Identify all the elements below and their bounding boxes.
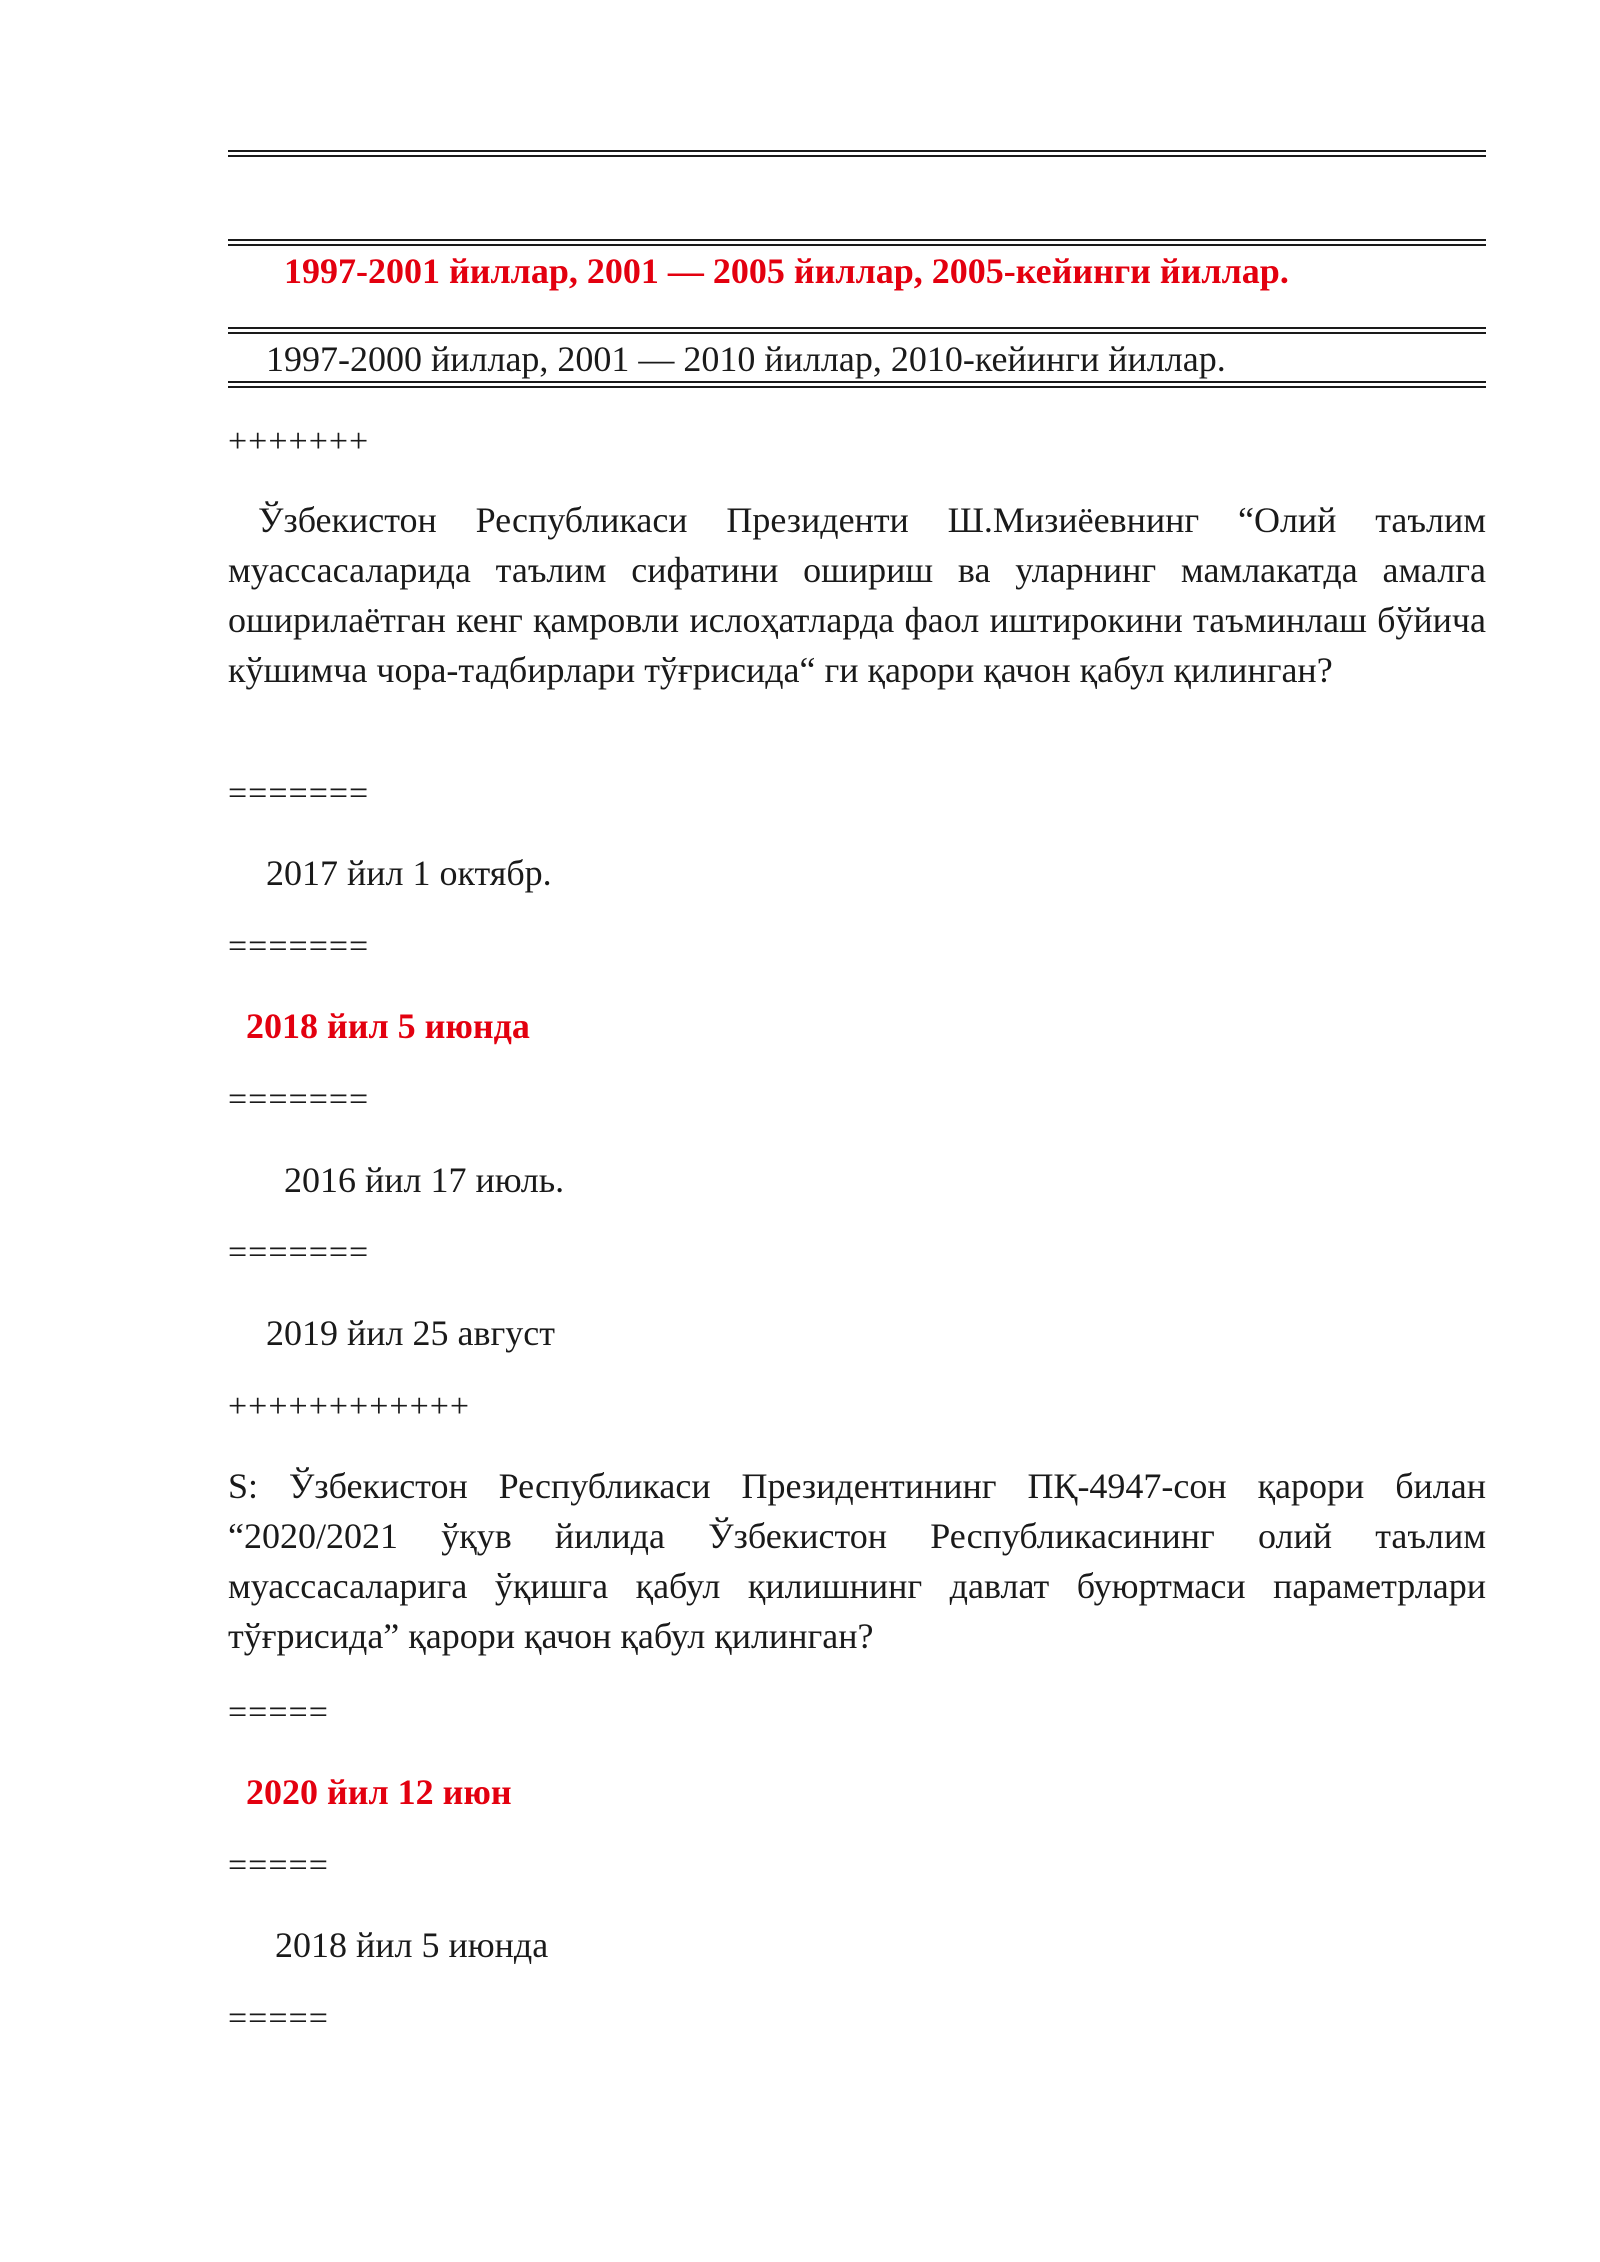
question-separator: +++++++ (228, 423, 370, 460)
correct-answer-option: 2018 йил 5 июнда (246, 1006, 530, 1046)
option-separator: ======= (228, 928, 370, 965)
answer-option: 2017 йил 1 октябр. (266, 853, 552, 893)
double-rule (228, 327, 1486, 334)
correct-answer-option: 1997-2001 йиллар, 2001 — 2005 йиллар, 2005-кейинги йиллар. (284, 251, 1289, 291)
option-separator: ======= (228, 1081, 370, 1118)
double-rule (228, 381, 1486, 388)
question-text: S: Ўзбекистон Республикаси Президентининг ПҚ-4947-сон қарори билан “2020/2021 ўқув йилида Ўзбекистон Республикасининг олий таълим муассасаларига ўқишга қабул қилишнинг давлат буюртмаси параметрлари тўғрисида” қарори қачон қабул қилинган? (228, 1466, 1486, 1656)
option-separator: ======= (228, 1234, 370, 1271)
answer-option: 2016 йил 17 июль. (284, 1160, 565, 1200)
answer-option: 1997-2000 йиллар, 2001 — 2010 йиллар, 2010-кейинги йиллар. (266, 339, 1226, 379)
double-rule (228, 150, 1486, 157)
answer-option: 2018 йил 5 июнда (275, 1925, 549, 1965)
option-separator: ======= (228, 775, 370, 812)
correct-answer-option: 2020 йил 12 июн (246, 1772, 512, 1812)
option-separator: ===== (228, 2000, 329, 2037)
double-rule (228, 239, 1486, 246)
question-separator: ++++++++++++ (228, 1388, 471, 1425)
answer-option: 2019 йил 25 август (266, 1313, 555, 1353)
question-text: Ўзбекистон Республикаси Президенти Ш.Мизиёевнинг “Олий таълим муассасаларида таълим сифатини ошириш ва уларнинг мамлакатда амалга оширилаётган кенг қамровли ислоҳатларда фаол иштирокини таъминлаш бўйича кўшимча чора-тадбирлари тўғрисида“ ги қарори қачон қабул қилинган? (228, 500, 1486, 690)
option-separator: ===== (228, 1847, 329, 1884)
option-separator: ===== (228, 1694, 329, 1731)
